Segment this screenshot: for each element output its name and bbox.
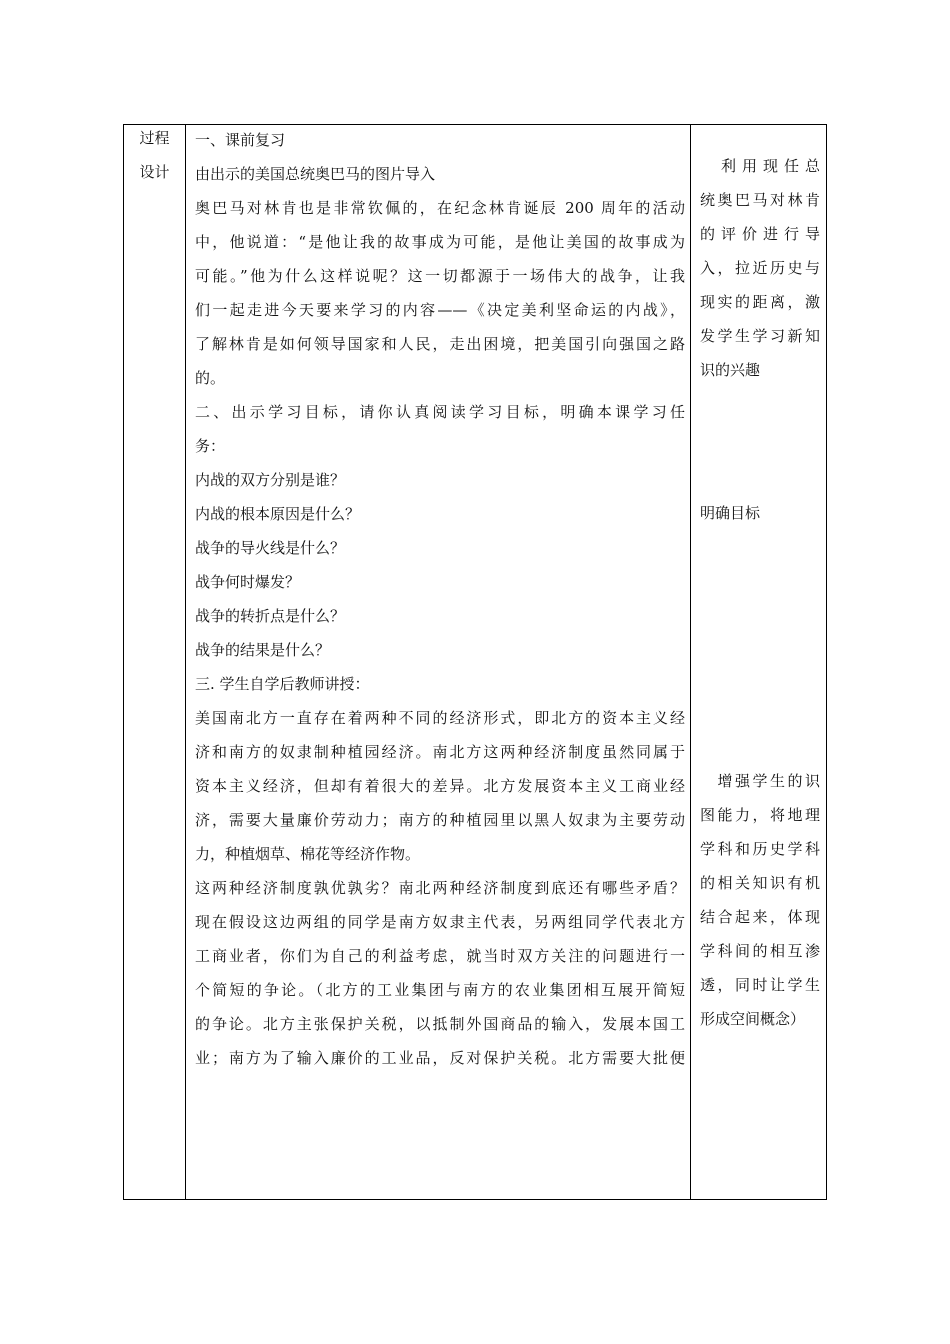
content-line: 一、课前复习 xyxy=(195,131,286,149)
note-line: 结合起来，体现 xyxy=(700,908,820,926)
note-line: 入，拉近历史与 xyxy=(700,259,820,277)
note-goal xyxy=(700,500,820,534)
content-line: 现在假设这边两组的同学是南方奴隶主代表，另两组同学代表北方 xyxy=(195,913,685,931)
note-intro xyxy=(700,153,820,391)
note-line: 利用现任总 xyxy=(700,157,820,175)
content-line: 战争的导火线是什么？ xyxy=(195,539,346,557)
note-line: 形成空间概念） xyxy=(700,1010,806,1028)
content-line: 的争论。北方主张保护关税，以抵制外国商品的输入，发展本国工 xyxy=(195,1015,685,1033)
note-line: 学科和历史学科 xyxy=(700,840,820,858)
content-line: 中，他说道：“是他让我的故事成为可能，是他让美国的故事成为 xyxy=(195,233,685,251)
column-divider xyxy=(185,125,186,1199)
note-line: 的相关知识有机 xyxy=(700,874,820,892)
content-line: 济，需要大量廉价劳动力；南方的种植园里以黑人奴隶为主要劳动 xyxy=(195,811,685,829)
content-line: 业；南方为了输入廉价的工业品，反对保护关税。北方需要大批便 xyxy=(195,1049,685,1067)
content-line: 力，种植烟草、棉花等经济作物。 xyxy=(195,845,421,863)
content-line: 战争的结果是什么？ xyxy=(195,641,331,659)
content-line: 战争的转折点是什么？ xyxy=(195,607,346,625)
note-line: 增强学生的识 xyxy=(700,772,820,790)
row-label-line: 设计 xyxy=(139,163,170,181)
note-line: 学科间的相互渗 xyxy=(700,942,820,960)
note-line: 发学生学习新知 xyxy=(700,327,820,345)
content-line: 工商业者，你们为自己的利益考虑，就当时双方关注的问题进行一 xyxy=(195,947,685,965)
content-line: 个简短的争论。（北方的工业集团与南方的农业集团相互展开简短 xyxy=(195,981,685,999)
content-line: 二、出示学习目标，请你认真阅读学习目标，明确本课学习任 xyxy=(195,403,685,421)
row-label-line: 过程 xyxy=(139,129,170,147)
content-line: 资本主义经济，但却有着很大的差异。北方发展资本主义工商业经 xyxy=(195,777,685,795)
note-line: 统奥巴马对林肯 xyxy=(700,191,820,209)
content-line: 三. 学生自学后教师讲授： xyxy=(195,675,370,693)
content-line: 可能。”他为什么这样说呢？这一切都源于一场伟大的战争，让我 xyxy=(195,267,685,285)
note-line: 透，同时让学生 xyxy=(700,976,820,994)
content-line: 内战的双方分别是谁？ xyxy=(195,471,346,489)
note-line: 现实的距离，激 xyxy=(700,293,820,311)
content-line: 奥巴马对林肯也是非常钦佩的，在纪念林肯诞辰 200 周年的活动 xyxy=(195,199,685,217)
note-line: 图能力，将地理 xyxy=(700,806,820,824)
column-divider xyxy=(690,125,691,1199)
row-label-cell xyxy=(124,125,185,193)
content-line: 的。 xyxy=(195,369,226,387)
note-line: 的评价进行导 xyxy=(700,225,820,243)
content-line: 这两种经济制度孰优孰劣？南北两种经济制度到底还有哪些矛盾？ xyxy=(195,879,685,897)
content-line: 了解林肯是如何领导国家和人民，走出困境，把美国引向强国之路 xyxy=(195,335,685,353)
lesson-process-table xyxy=(123,124,827,1200)
note-map xyxy=(700,768,820,1040)
content-line: 济和南方的奴隶制种植园经济。南北方这两种经济制度虽然同属于 xyxy=(195,743,685,761)
note-line: 明确目标 xyxy=(700,504,761,522)
content-line: 美国南北方一直存在着两种不同的经济形式，即北方的资本主义经 xyxy=(195,709,685,727)
lesson-content-cell xyxy=(195,127,685,1079)
content-line: 们一起走进今天要来学习的内容——《决定美利坚命运的内战》， xyxy=(195,301,685,319)
content-line: 由出示的美国总统奥巴马的图片导入 xyxy=(195,165,436,183)
note-line: 识的兴趣 xyxy=(700,361,761,379)
content-line: 务： xyxy=(195,437,226,455)
content-line: 战争何时爆发？ xyxy=(195,573,301,591)
content-line: 内战的根本原因是什么？ xyxy=(195,505,361,523)
